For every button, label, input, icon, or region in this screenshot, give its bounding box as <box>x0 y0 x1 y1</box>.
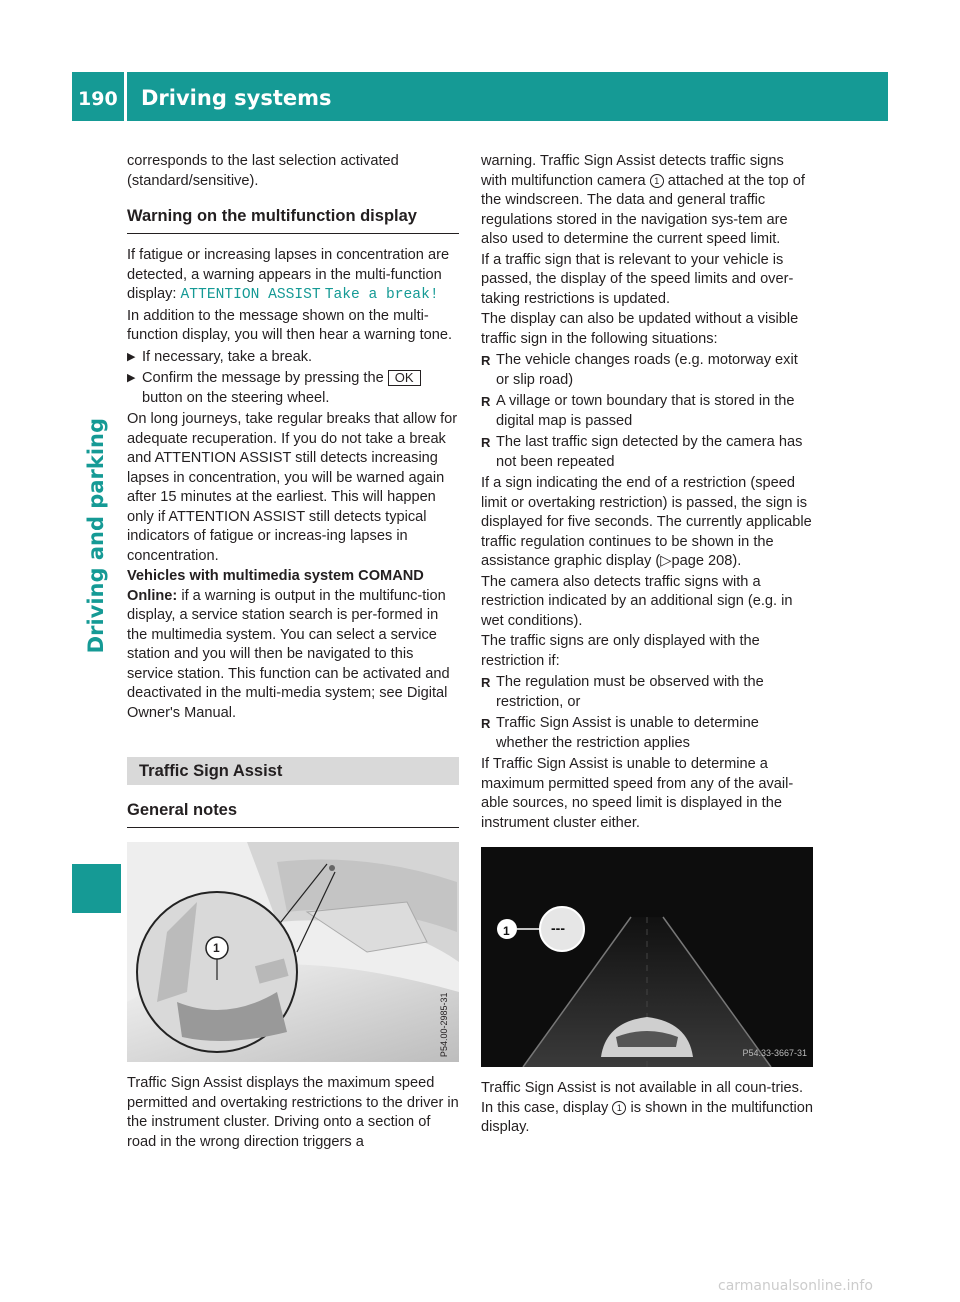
display-message: ATTENTION ASSIST <box>180 287 321 303</box>
bullet-text: Traffic Sign Assist is unable to determine whether the restriction applies <box>496 715 759 751</box>
left-column <box>127 152 459 1153</box>
paragraph <box>481 474 813 572</box>
step-text: If necessary, take a break. <box>142 348 313 365</box>
figure-instrument-display <box>481 847 813 1067</box>
chapter-marker <box>72 864 121 913</box>
callout-number: 1 <box>503 924 510 938</box>
paragraph <box>481 152 813 250</box>
step-item <box>127 369 459 408</box>
step-item <box>127 348 459 368</box>
paragraph <box>127 567 459 723</box>
ok-key-icon: OK <box>388 370 421 386</box>
paragraph: If Traffic Sign Assist is unable to determine a maximum permitted speed from any of the avail-able sources, no speed limit is displayed in the instrument cluster either. <box>481 756 794 831</box>
paragraph: If a traffic sign that is relevant to your vehicle is passed, the display of the speed limits and over-taking restrictions is updated. <box>481 251 794 307</box>
page-ref-arrow-icon: ▷ <box>660 553 672 569</box>
bullet-item <box>481 433 813 472</box>
paragraph: Traffic Sign Assist displays the maximum speed permitted and overtaking restrictions to the driver in the instrument cluster. Driving onto a section of road in the wrong direction triggers a <box>127 1075 459 1150</box>
paragraph: In addition to the message shown on the multi-function display, you will then hear a warning tone. <box>127 307 453 343</box>
section-heading-general: General notes <box>127 799 459 828</box>
bullet-item <box>481 351 813 390</box>
page-reference-link[interactable]: page 208 <box>671 553 733 569</box>
paragraph: The display can also be updated without a visible traffic sign in the following situations: <box>481 311 799 347</box>
paragraph-text: ). <box>732 553 742 569</box>
paragraph: On long journeys, take regular breaks that allow for adequate recuperation. If you do not take a break and ATTENTION ASSIST still detects increasing lapses in concentration, you will be warned again after 15 minutes at the earliest. This will happen only if ATTENTION ASSIST still detects typical indicators of fatigue or increas-ing lapses in concentration. <box>127 411 458 564</box>
section-heading-warning: Warning on the multifunction display <box>127 205 459 234</box>
paragraph: The traffic signs are only displayed with the restriction if: <box>481 633 760 669</box>
step-text: button on the steering wheel. <box>142 389 330 406</box>
bullet-item <box>481 714 813 753</box>
header-divider <box>124 72 127 121</box>
page-title: Driving systems <box>141 86 332 110</box>
figure-code: P54.33-3667-31 <box>742 1047 807 1058</box>
paragraph <box>127 246 459 306</box>
bullet-text: A village or town boundary that is stored in the digital map is passed <box>496 393 795 429</box>
paragraph-text: If fatigue or increasing lapses in concentration are detected, a warning appears in the multi-function display: <box>127 247 450 302</box>
paragraph-text: Traffic Sign Assist is not available in all coun-tries. In this case, display <box>481 1080 804 1116</box>
callout-number: 1 <box>213 941 220 955</box>
bullet-item <box>481 392 813 431</box>
chapter-heading: Traffic Sign Assist <box>127 757 459 785</box>
footer-watermark: carmanualsonline.info <box>718 1278 873 1294</box>
car-interior-illustration <box>127 842 459 1062</box>
step-text: Confirm the message by pressing the <box>142 370 388 386</box>
paragraph: The camera also detects traffic signs with a restriction indicated by an additional sign (e.g. in wet conditions). <box>481 573 793 629</box>
callout-number: 1 <box>650 174 664 188</box>
bullet-text: The vehicle changes roads (e.g. motorway exit or slip road) <box>496 352 798 388</box>
speed-limit-sign: --- <box>551 920 565 936</box>
paragraph-text: warning. Traffic Sign Assist detects traffic signs with multifunction camera <box>481 153 784 189</box>
figure-code: P54.00-2985-31 <box>439 992 450 1057</box>
paragraph-text: If a sign indicating the end of a restriction (speed limit or overtaking restriction) is passed, the sign is displayed for five seconds. The currently applicable traffic regulation continues to be shown in the assistance graphic display ( <box>481 475 812 569</box>
callout-number: 1 <box>612 1101 626 1115</box>
paragraph-text: is shown in the multifunction display. <box>481 1099 813 1135</box>
display-message: Take a break! <box>324 287 439 303</box>
bold-lead: Vehicles with multimedia system COMAND Online: <box>127 568 424 604</box>
figure-camera-location <box>127 842 459 1062</box>
chapter-side-label <box>84 418 108 718</box>
intro-paragraph: corresponds to the last selection activated (standard/sensitive). <box>127 153 399 189</box>
paragraph-text: if a warning is output in the multifunc-tion display, a service station search is per-formed in the multimedia system. You can select a service station and you will then be navigated to this service station. This function can be activated and deactivated in the multi-media system; see Digital Owner's Manual. <box>127 587 450 721</box>
bullet-item <box>481 673 813 712</box>
paragraph-text: attached at the top of the windscreen. The data and general traffic regulations stored in the navigation sys-tem are also used to determine the current speed limit. <box>481 172 805 247</box>
bullet-text: The regulation must be observed with the restriction, or <box>496 674 764 710</box>
page-number: 190 <box>78 88 118 110</box>
right-column <box>481 152 813 1139</box>
paragraph <box>481 1079 813 1138</box>
instrument-display-illustration <box>481 847 813 1067</box>
bullet-text: The last traffic sign detected by the camera has not been repeated <box>496 434 803 470</box>
chapter-side-label-text: Driving and parking <box>84 418 108 654</box>
